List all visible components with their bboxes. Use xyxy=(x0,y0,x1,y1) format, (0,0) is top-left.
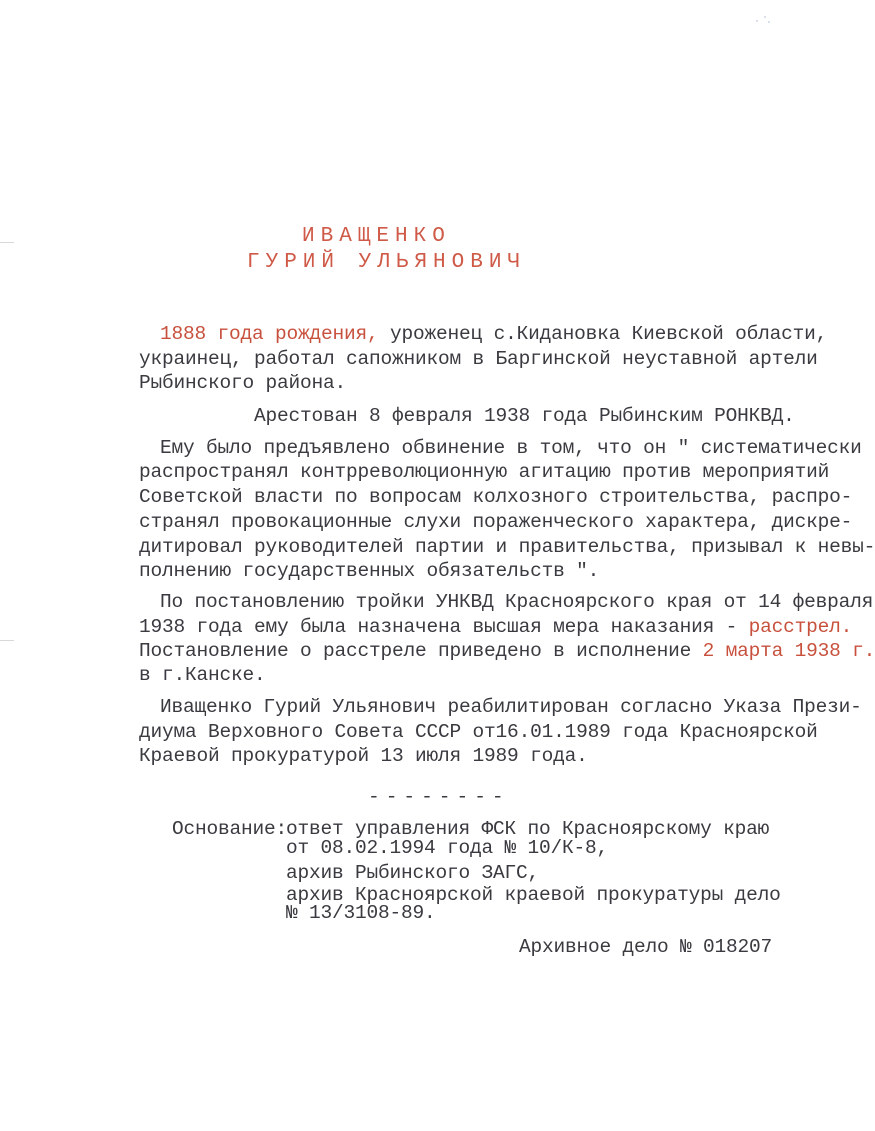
paragraph-arrest: Арестован 8 февраля 1938 года Рыбинским РОНКВД. xyxy=(254,405,795,427)
title-name: ГУРИЙ УЛЬЯНОВИЧ xyxy=(247,251,527,274)
basis-source-line: ответ управления ФСК по Красноярскому краю xyxy=(286,818,770,840)
paragraph-charge-line: полнению государственных обязательств ". xyxy=(139,560,600,582)
sentence-verdict: расстрел. xyxy=(748,616,853,638)
paragraph-sentence-line-4: в г.Канске. xyxy=(139,664,266,686)
execution-date: 2 марта 1938 г. xyxy=(702,640,875,662)
paragraph-charge-line: Ему было предъявлено обвинение в том, что он " систематически xyxy=(160,437,862,459)
sentence-text: 1938 года ему была назначена высшая мера наказания - xyxy=(139,616,749,638)
paragraph-rehab-line: Краевой прокуратурой 13 июля 1989 года. xyxy=(139,745,588,767)
archive-case-number: Архивное дело № 018207 xyxy=(519,936,773,958)
paragraph-birth-line-1 xyxy=(160,323,827,345)
paragraph-sentence-line-1: По постановлению тройки УНКВД Красноярского края от 14 февраля xyxy=(160,591,874,613)
birth-year: 1888 года рождения, xyxy=(160,323,379,345)
separator: -------- xyxy=(368,786,510,808)
execution-text: Постановление о расстреле приведено в исполнение xyxy=(139,640,703,662)
paragraph-rehab-line: диума Верховного Совета СССР от16.01.1989 года Красноярской xyxy=(139,721,818,743)
paragraph-charge-line: распространял контрреволюционную агитацию против мероприятий xyxy=(139,461,830,483)
basis-source-line: архив Рыбинского ЗАГС, xyxy=(286,862,540,884)
basis-source-line: № 13/3108-89. xyxy=(286,902,436,924)
title-surname: ИВАЩЕНКО xyxy=(302,225,451,248)
paragraph-charge-line: дитировал руководителей партии и правительства, призывал к невы- xyxy=(139,536,875,558)
paragraph-charge-line: Советской власти по вопросам колхозного строительства, распро- xyxy=(139,486,853,508)
basis-source-line: от 08.02.1994 года № 10/К-8, xyxy=(286,837,609,859)
corner-marks xyxy=(756,14,772,24)
paragraph-sentence-line-2 xyxy=(139,616,852,638)
paragraph-charge-line: странял провокационные слухи пораженческого характера, дискре- xyxy=(139,511,853,533)
birth-place: уроженец с.Кидановка Киевской области, xyxy=(378,323,828,345)
paragraph-sentence-line-3 xyxy=(139,640,875,662)
basis-label: Основание: xyxy=(172,818,288,840)
basis-source-line: архив Красноярской краевой прокуратуры дело xyxy=(286,884,781,906)
paragraph-rehab-line: Иващенко Гурий Ульянович реабилитирован согласно Указа Прези- xyxy=(160,696,862,718)
margin-mark xyxy=(0,640,14,641)
paragraph-birth-line-2: украинец, работал сапожником в Баргинской неуставной артели xyxy=(139,348,818,370)
margin-mark xyxy=(0,242,14,243)
paragraph-birth-line-3: Рыбинского района. xyxy=(139,372,347,394)
